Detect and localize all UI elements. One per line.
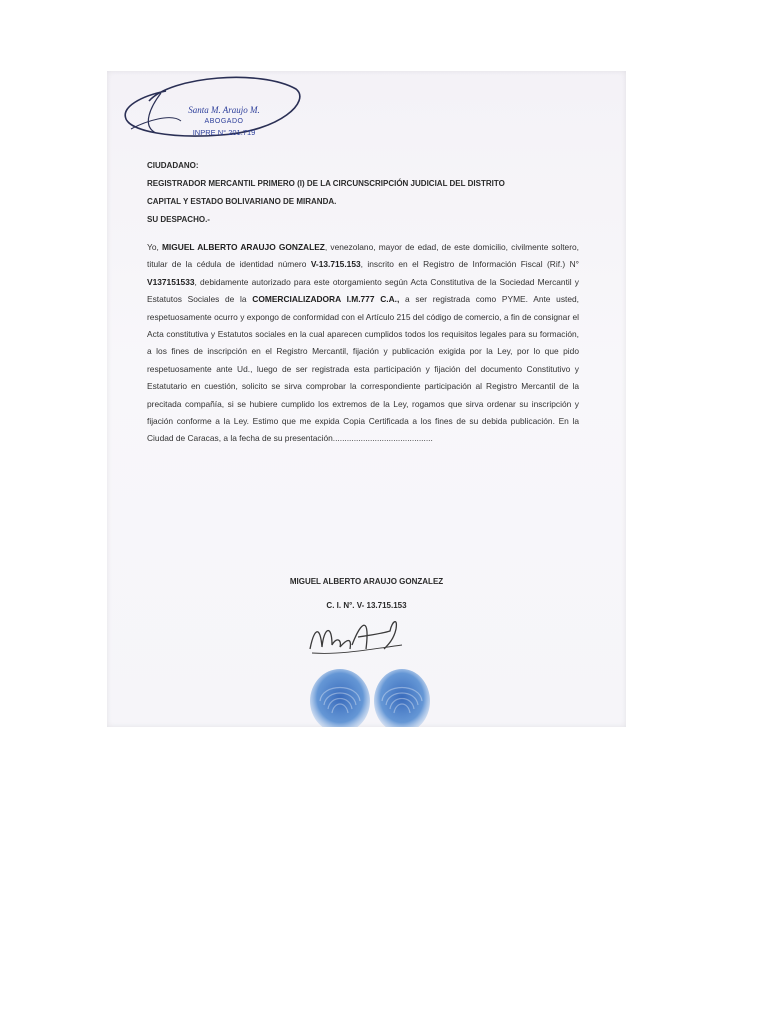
petitioner-name: MIGUEL ALBERTO ARAUJO GONZALEZ	[161, 242, 325, 252]
signatory-ci: C. I. N°. V- 13.715.153	[326, 601, 407, 610]
signatory-name: MIGUEL ALBERTO ARAUJO GONZALEZ	[289, 577, 444, 586]
header-line-3: CAPITAL Y ESTADO BOLIVARIANO DE MIRANDA.	[147, 197, 337, 206]
body-text-2: , venezolano, mayor de edad, de este domicilio, civilmente soltero, titular de la cédula de identidad número	[147, 242, 579, 270]
stamp-text	[183, 105, 265, 138]
right-thumbprint	[374, 669, 430, 727]
company-name: COMERCIALIZADORA I.M.777 C.A.,	[252, 294, 400, 305]
petition-body	[147, 239, 579, 448]
lawyer-stamp	[111, 71, 311, 156]
stamp-inpre-number: INPRE N° 201.719	[192, 128, 256, 137]
body-text-1: Yo,	[147, 242, 162, 252]
left-thumbprint	[310, 669, 370, 727]
stamp-lawyer-name: Santa M. Araujo M.	[188, 105, 260, 115]
header-line-1: CIUDADANO:	[147, 161, 199, 170]
scanned-document	[107, 71, 626, 727]
body-text-4: , debidamente autorizado para este otorgamiento según Acta Constitutiva de la Sociedad Mercantil y Estatutos Sociales de la	[147, 276, 579, 305]
petitioner-ci: V-13.715.153	[310, 259, 361, 270]
handwritten-signature	[292, 609, 422, 669]
header-line-2: REGISTRADOR MERCANTIL PRIMERO (I) DE LA CIRCUNSCRIPCIÓN JUDICIAL DEL DISTRITO	[147, 179, 505, 188]
body-text-5: a ser registrada como PYME. Ante usted, respetuosamente ocurro y expongo de conformidad con el Artículo 215 del código de comercio, a fin de consignar el Acta constitutiva y Estatutos sociales en la cual aparecen cumplidos todos los requisitos legales para su formación, a los fines de inscripción en el Registro Mercantil, fijación y publicación exigida por la Ley, por lo que pido respetuosamente ante Ud., luego de ser registrada esta participación y fijación del documento Constitutivo y Estatutario en cuestión, solicito se sirva comprobar la correspondiente participación al Registro Mercantil de la precitada compañía, si se hubiere cumplido los extremos de la Ley, rogamos que sirva ordenar su inscripción y fijación conforme a la Ley. Estimo que me expida Copia Certificada a los fines de su debida publicación. En la Ciudad de Caracas, a la fecha de su presentación...........................................	[147, 294, 579, 444]
petitioner-rif: V137151533	[147, 276, 195, 287]
fingerprints	[302, 661, 442, 727]
body-text-3: , inscrito en el Registro de Información Fiscal (Rif.) N°	[360, 259, 579, 270]
header-line-4: SU DESPACHO.-	[147, 215, 210, 224]
addressee-header	[147, 157, 597, 229]
stamp-title: ABOGADO	[204, 118, 244, 125]
